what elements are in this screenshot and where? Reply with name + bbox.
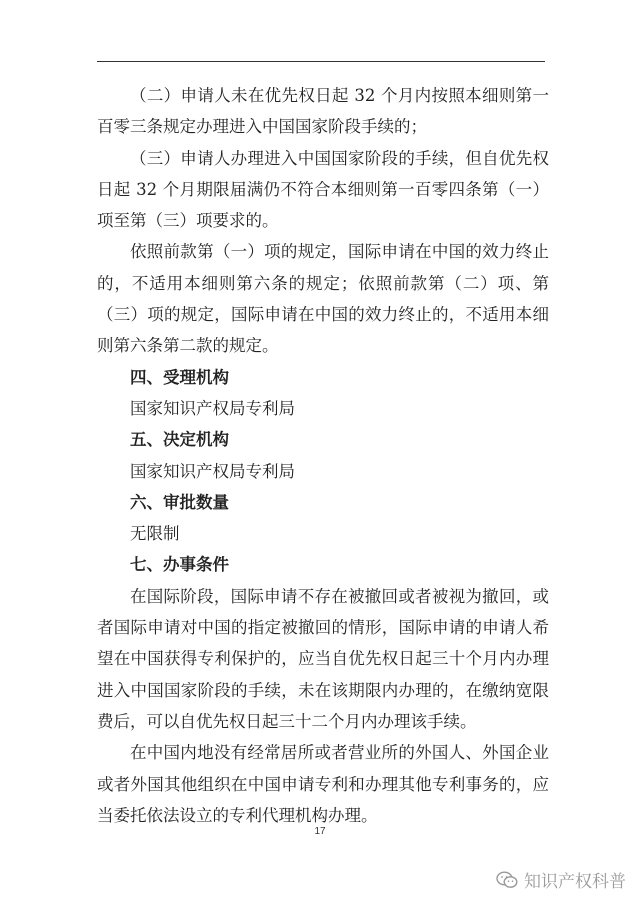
approval-quantity-text: 无限制 bbox=[130, 524, 180, 544]
accepting-agency-text: 国家知识产权局专利局 bbox=[130, 398, 295, 418]
section-heading-accepting-agency: 四、受理机构 bbox=[130, 367, 229, 387]
section-heading-approval-quantity: 六、审批数量 bbox=[130, 492, 229, 512]
conditions-paragraph-2: 在中国内地没有经常居所或者营业所的外国人、外国企业或者外国其他组织在中国申请专利和办理其他专利事务的，应当委托依法设立的专利代理机构办理。 bbox=[97, 743, 549, 825]
conditions-paragraph-1: 在国际阶段，国际申请不存在被撤回或者被视为撤回，或者国际申请对中国的指定被撤回的情形，国际申请的申请人希望在中国获得专利保护的，应当自优先权日起三十个月内办理进入中国国家阶段的手续，未在该期限内办理的，在缴纳宽限费后，可以自优先权日起三十二个月内办理该手续。 bbox=[97, 586, 549, 731]
header-rule bbox=[97, 61, 545, 62]
section-heading-conditions: 七、办事条件 bbox=[130, 555, 229, 575]
document-body bbox=[97, 80, 549, 831]
watermark bbox=[496, 867, 626, 892]
watermark-text: 知识产权科普 bbox=[524, 872, 626, 892]
page-number: 17 bbox=[314, 826, 326, 837]
wechat-icon bbox=[496, 871, 518, 889]
paragraph-item-3: （三）申请人办理进入中国国家阶段的手续，但自优先权日起 32 个月期限届满仍不符合本细则第一百零四条第（一）项至第（三）项要求的。 bbox=[97, 148, 549, 231]
deciding-agency-text: 国家知识产权局专利局 bbox=[130, 461, 295, 481]
section-heading-deciding-agency: 五、决定机构 bbox=[130, 430, 229, 450]
paragraph-item-2: （二）申请人未在优先权日起 32 个月内按照本细则第一百零三条规定办理进入中国国家阶段手续的； bbox=[97, 86, 549, 137]
paragraph-termination-note: 依照前款第（一）项的规定，国际申请在中国的效力终止的，不适用本细则第六条的规定；依照前款第（二）项、第（三）项的规定，国际申请在中国的效力终止的，不适用本细则第六条第二款的规定。 bbox=[97, 242, 549, 356]
